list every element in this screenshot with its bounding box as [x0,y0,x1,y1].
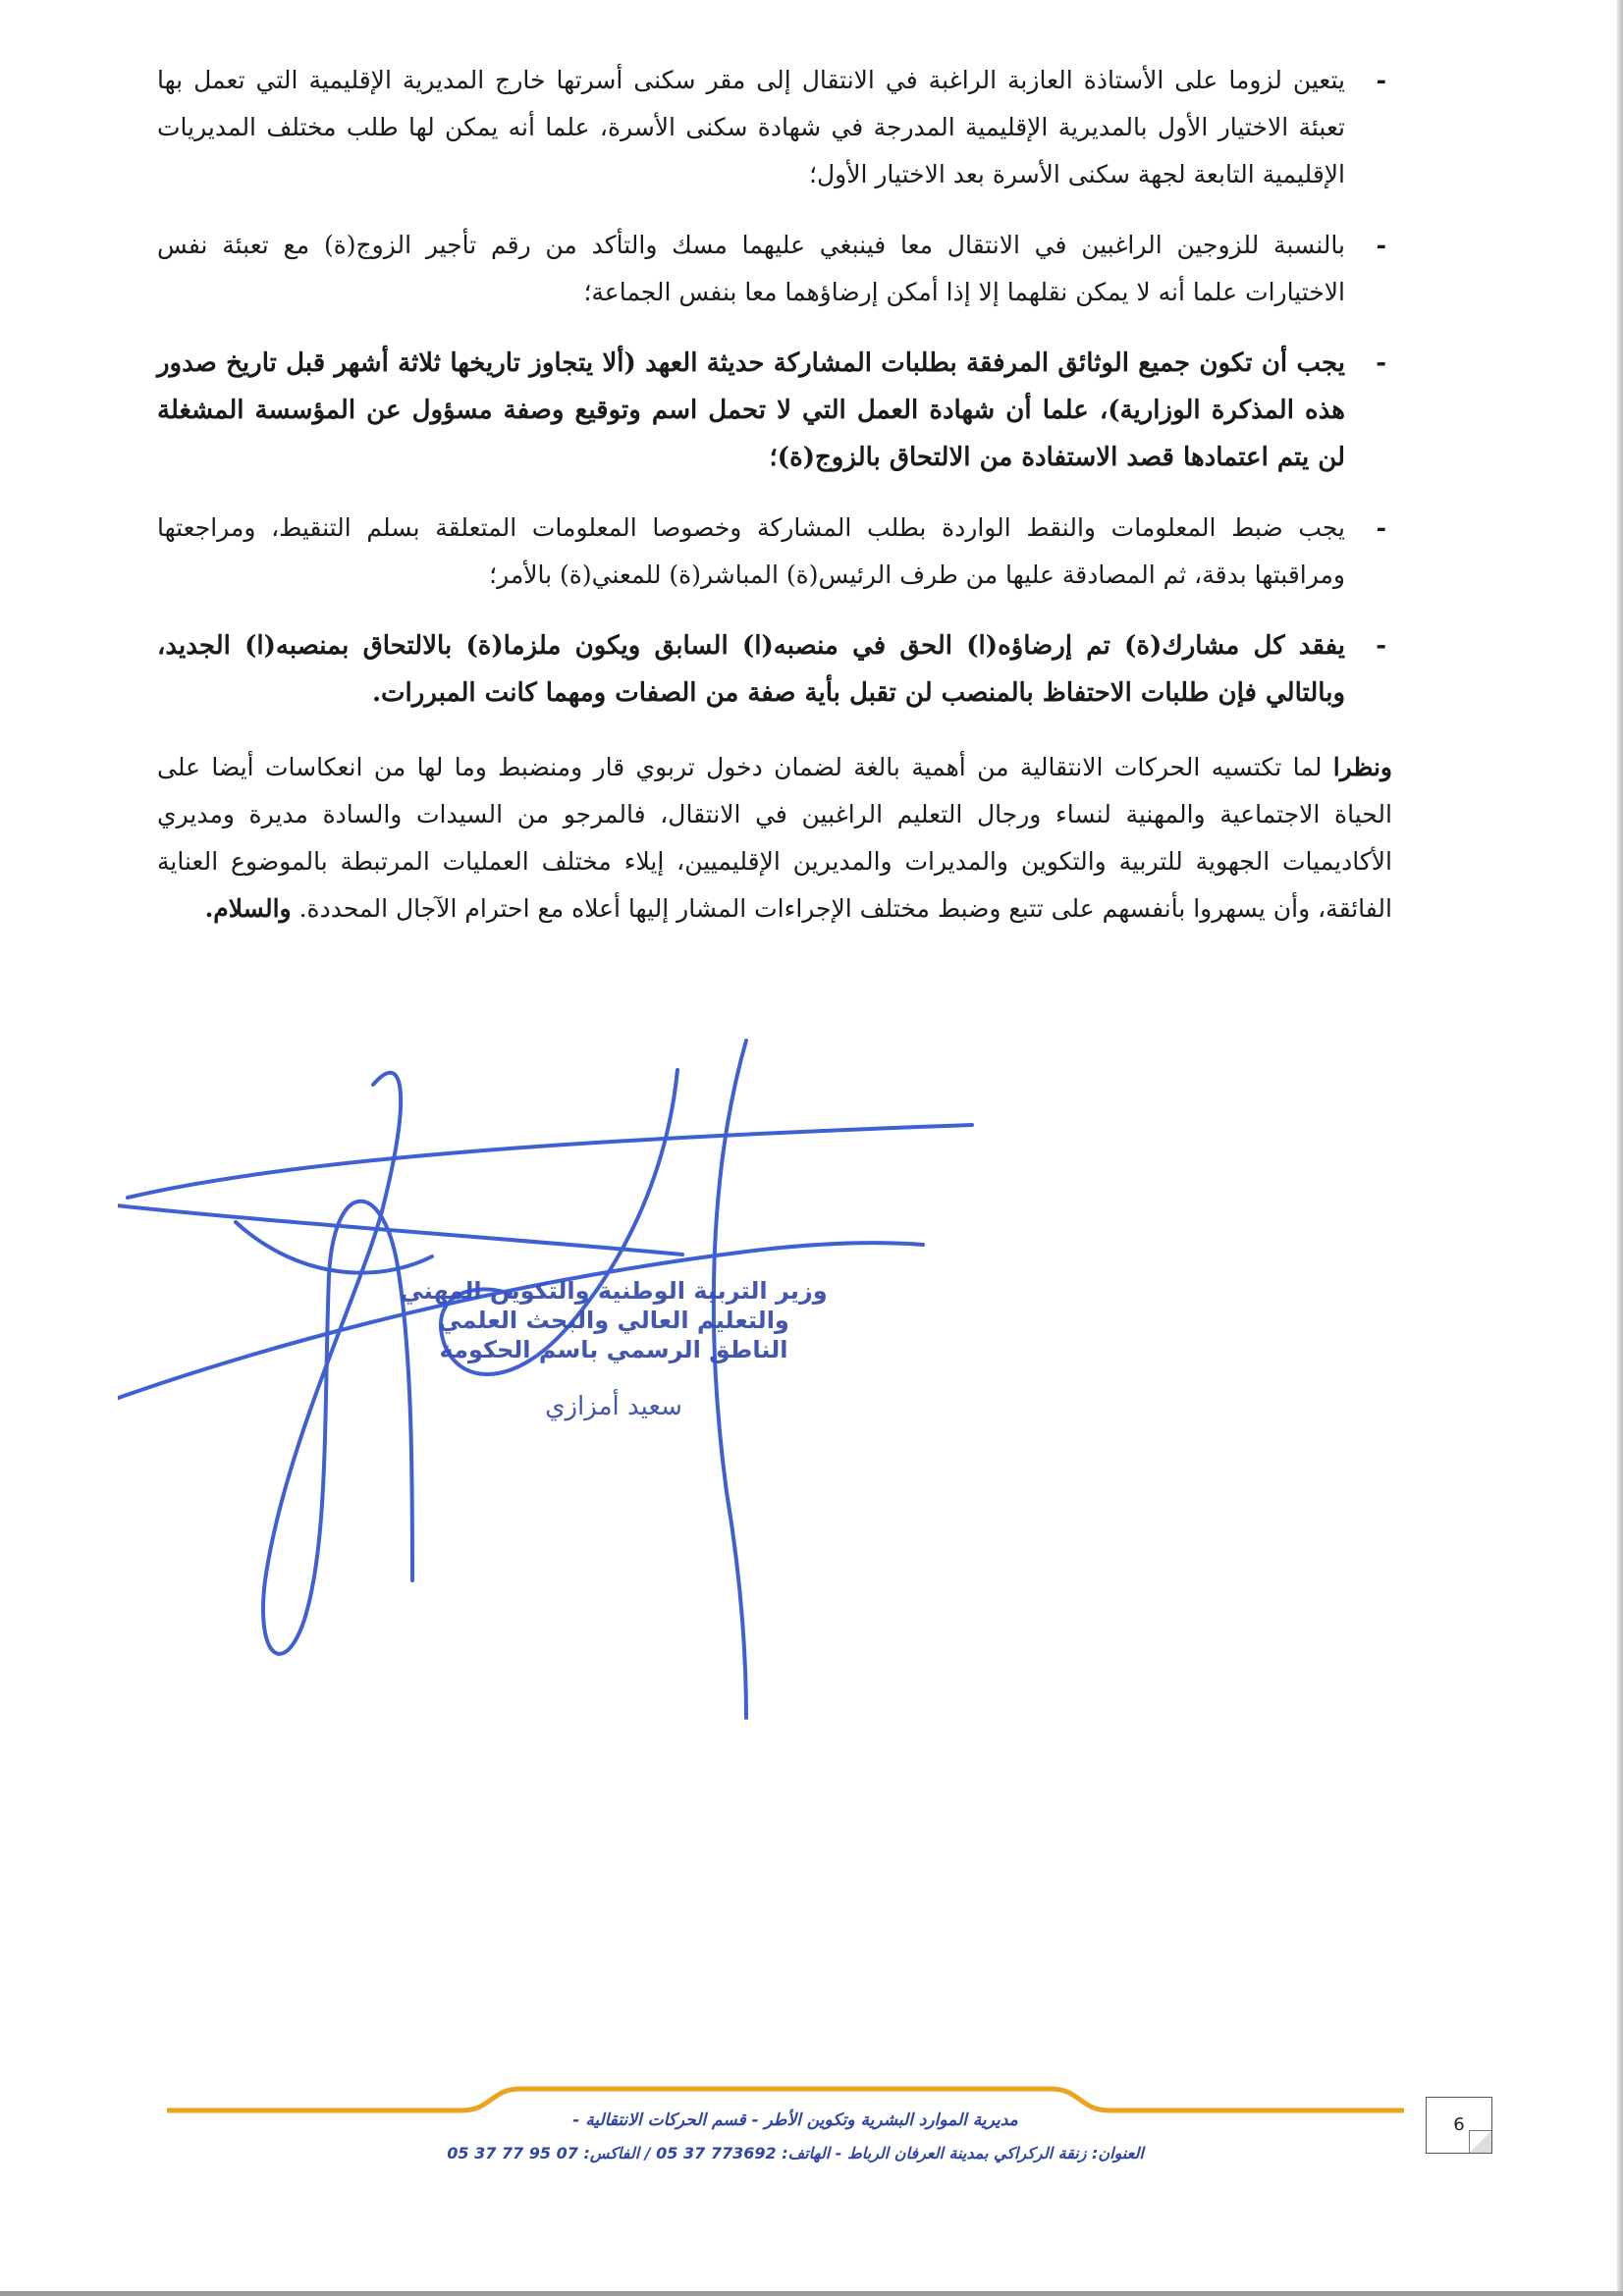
scan-edge-right [1617,0,1623,2296]
bullet-dash: - [1376,513,1386,542]
footer-address: العنوان: زنقة الركراكي بمدينة العرفان الرباط - الهاتف: 773692 37 05 / الفاكس: 07 95 77 37 05 [447,2144,1144,2163]
scan-edge-bottom [0,2291,1623,2296]
closing-lead: ونظرا [1332,753,1392,781]
stamp-line-3: الناطق الرسمي باسم الحكومة [439,1336,788,1363]
stamp-line-2: والتعليم العالي والبحث العلمي [438,1307,789,1334]
closing-salutation: والسلام. [204,894,292,923]
handwritten-signature [118,1031,1060,1737]
closing-paragraph [157,744,1392,933]
bullet-text: يفقد كل مشارك(ة) تم إرضاؤه(ا) الحق في منصبه(ا) السابق ويكون ملزما(ة) بالالتحاق بمنصبه(ا) الجديد، وبالتالي فإن طلبات الاحتفاظ بالمنصب لن تقبل بأية صفة من الصفات ومهما كانت المبررات. [157,631,1345,708]
bullet-item-bold [157,340,1392,481]
stamp-line-1: وزير التربية الوطنية والتكوين المهني [400,1277,828,1305]
page-number-fold [1469,2130,1491,2153]
bullet-text: بالنسبة للزوجين الراغبين في الانتقال معا فينبغي عليهما مسك والتأكد من رقم تأجير الزوج(ة) مع تعبئة نفس الاختيارات علما أنه لا يمكن نقلهما إلا إذا أمكن إرضاؤهما معا بنفس الجماعة؛ [157,231,1345,306]
document-body [157,57,1392,957]
signatory-name: سعيد أمزازي [545,1392,682,1421]
bullet-dash: - [1376,231,1386,259]
footer-directorate: مديرية الموارد البشرية وتكوين الأطر - قسم الحركات الانتقالية - [572,2110,1018,2130]
page-number: 6 [1426,2097,1492,2154]
bullet-dash: - [1376,631,1386,661]
bullet-text: يجب ضبط المعلومات والنقط الواردة بطلب المشاركة وخصوصا المعلومات المتعلقة بسلم التنقيط، ومراجعتها ومراقبتها بدقة، ثم المصادقة عليها من طرف الرئيس(ة) المباشر(ة) للمعني(ة) بالأمر؛ [157,513,1345,589]
bullet-item [157,57,1392,198]
closing-body: لما تكتسيه الحركات الانتقالية من أهمية بالغة لضمان دخول تربوي قار ومنضبط وما لها من انعكاسات أيضا على الحياة الاجتماعية والمهنية لنساء ورجال التعليم الراغبين في الانتقال، فالمرجو من السيدات والسادة مديرة ومديري الأكاديميات الجهوية للتربية والتكوين والمديرات والمديرين الإقليميين، إيلاء مختلف العمليات المرتبطة بالموضوع العناية الفائقة، وأن يسهروا بأنفسهم على تتبع وضبط مختلف الإجراءات المشار إليها أعلاه مع احترام الآجال المحددة. [157,753,1392,923]
bullet-item-bold [157,622,1392,717]
bullet-list [157,57,1392,717]
bullet-text: يجب أن تكون جميع الوثائق المرفقة بطلبات المشاركة حديثة العهد (ألا يتجاوز تاريخها ثلاثة أشهر قبل تاريخ صدور هذه المذكرة الوزارية)، علما أن شهادة العمل التي لا تحمل اسم وتوقيع وصفة مسؤول عن المؤسسة المشغلة لن يتم اعتمادها قصد الاستفادة من الالتحاق بالزوج(ة)؛ [157,348,1345,472]
bullet-text: يتعين لزوما على الأستاذة العازبة الراغبة في الانتقال إلى مقر سكنى أسرتها خارج المديرية الإقليمية التي تعمل بها تعبئة الاختيار الأول بالمديرية الإقليمية المدرجة في شهادة سكنى الأسرة، علما أنه يمكن لها طلب مختلف المديريات الإقليمية التابعة لجهة سكنى الأسرة بعد الاختيار الأول؛ [157,66,1345,188]
bullet-item [157,505,1392,599]
bullet-dash: - [1376,348,1386,378]
bullet-item [157,222,1392,316]
bullet-dash: - [1376,66,1386,94]
